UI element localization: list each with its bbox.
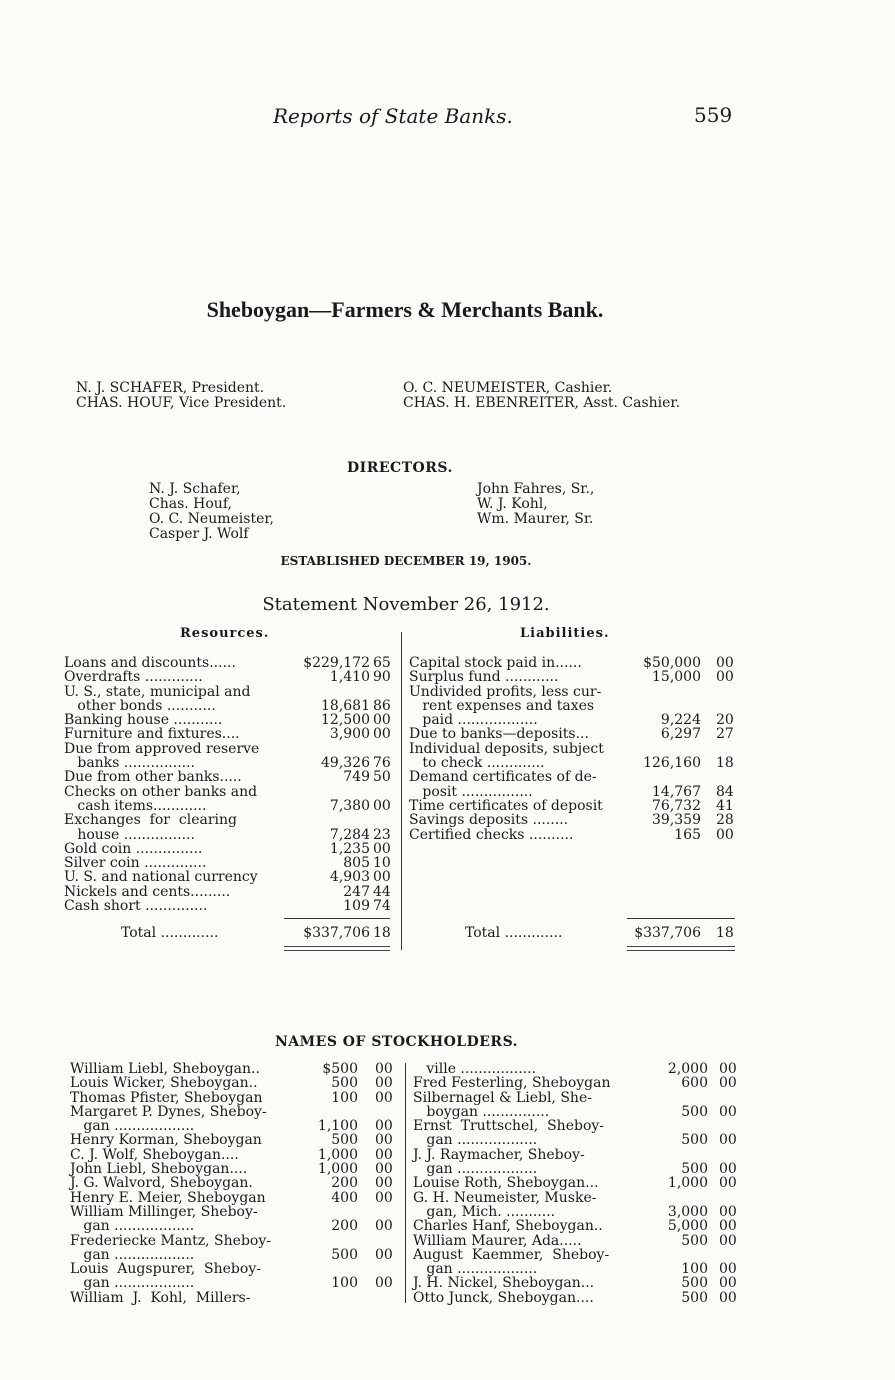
row-label: William J. Kohl, Millers- [70, 1289, 251, 1306]
total-rule [284, 918, 390, 919]
row-label: cash items............ [64, 797, 207, 814]
stockholder-row [70, 1234, 400, 1248]
row-amount: 4,903 [329, 869, 370, 886]
row-cents: 00 [373, 726, 391, 743]
resources-total [64, 926, 399, 940]
row-label: Demand certificates of de- [409, 769, 597, 786]
row-amount: 2,000 [667, 1061, 708, 1077]
stockholders-right [413, 1062, 743, 1305]
stockholder-row [70, 1291, 400, 1305]
stockholder-row [70, 1219, 400, 1233]
row-cents: 00 [373, 869, 391, 886]
resource-row [64, 785, 399, 799]
row-label: gan .................. [70, 1218, 195, 1235]
directors-left [149, 482, 274, 542]
row-amount: 5,000 [667, 1218, 708, 1235]
row-cents: 28 [716, 812, 734, 829]
resource-row [64, 885, 399, 899]
row-label: C. J. Wolf, Sheboygan.... [70, 1146, 239, 1163]
director: Casper J. Wolf [149, 526, 249, 542]
director: N. J. Schafer, [149, 481, 241, 497]
row-label: gan .................. [413, 1132, 538, 1149]
row-label: U. S., state, municipal and [64, 683, 251, 700]
stockholder-row [413, 1248, 743, 1262]
liability-row [409, 713, 739, 727]
stockholder-row [413, 1276, 743, 1290]
stockholder-row [413, 1076, 743, 1090]
row-amount: 500 [331, 1246, 358, 1263]
row-label: ville ................. [413, 1061, 537, 1077]
row-cents: 00 [375, 1132, 393, 1149]
liability-row [409, 756, 739, 770]
row-amount: 749 [343, 769, 370, 786]
row-cents: 44 [373, 883, 391, 900]
row-label: Undivided profits, less cur- [409, 683, 602, 700]
double-rule [284, 946, 390, 951]
liability-row [409, 742, 739, 756]
row-cents: 00 [375, 1075, 393, 1092]
row-cents: 00 [716, 655, 734, 671]
stockholder-row [413, 1262, 743, 1276]
row-amount: 1,235 [329, 840, 370, 857]
liability-row [409, 670, 739, 684]
row-label: Due from other banks..... [64, 769, 242, 786]
established-date: ESTABLISHED DECEMBER 19, 1905. [280, 554, 532, 568]
row-label: J. J. Raymacher, Sheboy- [413, 1146, 585, 1163]
resource-row [64, 842, 399, 856]
row-amount: 500 [681, 1161, 708, 1178]
liability-row [409, 813, 739, 827]
row-cents: 00 [375, 1089, 393, 1106]
resources-table [64, 656, 399, 913]
row-cents: 00 [716, 669, 734, 686]
row-label: rent expenses and taxes [409, 697, 595, 714]
total-amount: $337,706 [634, 925, 701, 941]
row-label: U. S. and national currency [64, 869, 258, 886]
row-cents: 00 [719, 1075, 737, 1092]
row-amount: $500 [322, 1061, 358, 1077]
stockholder-row [70, 1276, 400, 1290]
row-label: Nickels and cents......... [64, 883, 231, 900]
row-label: Due to banks—deposits... [409, 726, 589, 743]
row-label: gan, Mich. ........... [413, 1203, 556, 1220]
row-label: G. H. Neumeister, Muske- [413, 1189, 597, 1206]
stockholder-row [413, 1291, 743, 1305]
row-amount: 6,297 [660, 726, 701, 743]
row-label: Margaret P. Dynes, Sheboy- [70, 1103, 267, 1120]
liabilities-heading: Liabilities. [520, 626, 610, 641]
row-label: house ................ [64, 826, 195, 843]
row-amount: $50,000 [643, 655, 701, 671]
row-label: banks ................ [64, 755, 195, 772]
resource-row [64, 856, 399, 870]
column-divider [401, 632, 402, 950]
row-amount: 18,681 [321, 697, 370, 714]
row-label: William Millinger, Sheboy- [70, 1203, 258, 1220]
total-label: Total ............. [121, 925, 219, 941]
row-cents: 00 [375, 1061, 393, 1077]
row-amount: 500 [681, 1289, 708, 1306]
page-number: 559 [694, 103, 733, 127]
row-amount: 1,100 [317, 1118, 358, 1135]
row-cents: 00 [719, 1218, 737, 1235]
stockholder-row [70, 1105, 400, 1119]
director: O. C. Neumeister, [149, 511, 274, 527]
row-cents: 00 [375, 1246, 393, 1263]
directors-heading: DIRECTORS. [347, 460, 453, 476]
row-label: gan .................. [70, 1275, 195, 1292]
total-row [409, 926, 739, 940]
row-label: paid .................. [409, 712, 538, 729]
row-cents: 76 [373, 755, 391, 772]
row-amount: 126,160 [643, 755, 701, 772]
row-cents: 27 [716, 726, 734, 743]
resource-row [64, 799, 399, 813]
row-label: Individual deposits, subject [409, 740, 604, 757]
stockholder-row [413, 1191, 743, 1205]
stockholder-row [70, 1191, 400, 1205]
stockholder-row [413, 1119, 743, 1133]
stockholder-row [413, 1162, 743, 1176]
stockholders-heading: NAMES OF STOCKHOLDERS. [275, 1034, 519, 1050]
row-cents: 00 [375, 1175, 393, 1192]
row-cents: 00 [719, 1061, 737, 1077]
stockholder-row [413, 1176, 743, 1190]
resource-row [64, 813, 399, 827]
director: John Fahres, Sr., [477, 481, 595, 497]
stockholder-row [70, 1119, 400, 1133]
row-cents: 50 [373, 769, 391, 786]
director: Chas. Houf, [149, 496, 232, 512]
row-label: Henry E. Meier, Sheboygan [70, 1189, 266, 1206]
row-label: other bonds ........... [64, 697, 216, 714]
row-cents: 00 [375, 1218, 393, 1235]
row-cents: 00 [719, 1275, 737, 1292]
row-amount: 1,410 [329, 669, 370, 686]
stockholder-row [413, 1219, 743, 1233]
row-amount: 14,767 [652, 783, 701, 800]
row-cents: 10 [373, 855, 391, 872]
row-amount: 1,000 [317, 1146, 358, 1163]
row-label: Loans and discounts...... [64, 655, 236, 671]
row-amount: 3,900 [329, 726, 370, 743]
stockholder-row [70, 1248, 400, 1262]
row-cents: 74 [373, 898, 391, 915]
row-amount: 500 [681, 1132, 708, 1149]
row-label: Thomas Pfister, Sheboygan [70, 1089, 263, 1106]
director: Wm. Maurer, Sr. [477, 511, 594, 527]
resource-row [64, 670, 399, 684]
row-cents: 65 [373, 655, 391, 671]
row-label: to check ............. [409, 755, 545, 772]
stockholder-row [413, 1205, 743, 1219]
row-label: Banking house ........... [64, 712, 223, 729]
row-amount: 1,000 [667, 1175, 708, 1192]
row-amount: 109 [343, 898, 370, 915]
row-label: Louise Roth, Sheboygan... [413, 1175, 599, 1192]
officer-president: N. J. SCHAFER, President. [76, 380, 265, 396]
stockholder-row [70, 1133, 400, 1147]
row-cents: 18 [716, 755, 734, 772]
row-cents: 00 [719, 1289, 737, 1306]
row-cents: 00 [719, 1175, 737, 1192]
liability-row [409, 799, 739, 813]
row-cents: 00 [719, 1261, 737, 1278]
row-amount: 100 [681, 1261, 708, 1278]
row-amount: 165 [674, 826, 701, 843]
row-label: Due from approved reserve [64, 740, 260, 757]
stockholder-row [70, 1076, 400, 1090]
row-label: Time certificates of deposit [409, 797, 603, 814]
row-amount: 600 [681, 1075, 708, 1092]
stockholder-row [70, 1162, 400, 1176]
resource-row [64, 713, 399, 727]
stockholders-divider [405, 1063, 406, 1303]
stockholder-row [413, 1062, 743, 1076]
officer-vice-president: CHAS. HOUF, Vice President. [76, 395, 287, 411]
stockholder-row [70, 1148, 400, 1162]
row-amount: 500 [681, 1232, 708, 1249]
row-amount: $229,172 [303, 655, 370, 671]
running-header-title: Reports of State Banks. [273, 104, 513, 128]
total-label: Total ............. [465, 925, 563, 941]
total-cents: 18 [716, 925, 734, 941]
row-amount: 500 [681, 1275, 708, 1292]
stockholder-row [70, 1176, 400, 1190]
row-label: gan .................. [413, 1161, 538, 1178]
row-amount: 247 [343, 883, 370, 900]
liability-row [409, 770, 739, 784]
row-label: gan .................. [70, 1246, 195, 1263]
row-cents: 00 [719, 1132, 737, 1149]
total-amount: $337,706 [303, 925, 370, 941]
directors-right [477, 482, 594, 527]
resource-row [64, 656, 399, 670]
row-label: Louis Wicker, Sheboygan.. [70, 1075, 258, 1092]
row-amount: 100 [331, 1089, 358, 1106]
row-label: William Liebl, Sheboygan.. [70, 1061, 260, 1077]
row-cents: 00 [373, 840, 391, 857]
row-label: Charles Hanf, Sheboygan.. [413, 1218, 603, 1235]
row-label: posit ................ [409, 783, 533, 800]
row-label: John Liebl, Sheboygan.... [70, 1161, 248, 1178]
officer-asst-cashier: CHAS. H. EBENREITER, Asst. Cashier. [403, 395, 681, 411]
row-cents: 20 [716, 712, 734, 729]
row-cents: 00 [373, 712, 391, 729]
resource-row [64, 742, 399, 756]
stockholder-row [413, 1091, 743, 1105]
row-cents: 84 [716, 783, 734, 800]
stockholder-row [70, 1205, 400, 1219]
resource-row [64, 899, 399, 913]
row-label: Cash short .............. [64, 898, 208, 915]
row-cents: 00 [719, 1232, 737, 1249]
officers-right [403, 381, 680, 411]
stockholder-row [70, 1062, 400, 1076]
total-cents: 18 [373, 925, 391, 941]
row-cents: 86 [373, 697, 391, 714]
liability-row [409, 727, 739, 741]
row-label: Certified checks .......... [409, 826, 574, 843]
row-label: boygan ............... [413, 1103, 550, 1120]
row-label: Henry Korman, Sheboygan [70, 1132, 262, 1149]
row-amount: 400 [331, 1189, 358, 1206]
resource-row [64, 870, 399, 884]
row-amount: 39,359 [652, 812, 701, 829]
row-amount: 100 [331, 1275, 358, 1292]
row-label: Furniture and fixtures.... [64, 726, 240, 743]
liability-row [409, 699, 739, 713]
resources-heading: Resources. [180, 626, 270, 641]
row-cents: 00 [375, 1118, 393, 1135]
row-amount: 49,326 [321, 755, 370, 772]
row-label: Silver coin .............. [64, 855, 207, 872]
liability-row [409, 685, 739, 699]
row-amount: 15,000 [652, 669, 701, 686]
row-label: gan .................. [70, 1118, 195, 1135]
stockholder-row [413, 1234, 743, 1248]
stockholder-row [70, 1262, 400, 1276]
resource-row [64, 699, 399, 713]
row-cents: 00 [375, 1146, 393, 1163]
row-label: Savings deposits ........ [409, 812, 569, 829]
row-cents: 00 [719, 1203, 737, 1220]
row-label: Gold coin ............... [64, 840, 203, 857]
row-cents: 00 [716, 826, 734, 843]
row-amount: 12,500 [321, 712, 370, 729]
stockholder-row [413, 1133, 743, 1147]
stockholder-row [413, 1148, 743, 1162]
row-cents: 00 [375, 1161, 393, 1178]
row-amount: 7,380 [329, 797, 370, 814]
row-cents: 00 [373, 797, 391, 814]
stockholders-left [70, 1062, 400, 1305]
row-label: Frederiecke Mantz, Sheboy- [70, 1232, 271, 1249]
row-amount: 200 [331, 1218, 358, 1235]
row-label: Ernst Truttschel, Sheboy- [413, 1118, 605, 1135]
row-label: gan .................. [413, 1261, 538, 1278]
row-label: Capital stock paid in...... [409, 655, 582, 671]
row-label: August Kaemmer, Sheboy- [413, 1246, 610, 1263]
row-label: J. H. Nickel, Sheboygan... [413, 1275, 595, 1292]
row-cents: 23 [373, 826, 391, 843]
row-label: Fred Festerling, Sheboygan [413, 1075, 611, 1092]
row-amount: 7,284 [329, 826, 370, 843]
row-amount: 805 [343, 855, 370, 872]
liability-row [409, 656, 739, 670]
row-amount: 200 [331, 1175, 358, 1192]
row-label: Surplus fund ............ [409, 669, 559, 686]
liability-row [409, 785, 739, 799]
total-rule [627, 918, 735, 919]
director: W. J. Kohl, [477, 496, 548, 512]
liability-row [409, 828, 739, 842]
row-cents: 41 [716, 797, 734, 814]
row-label: Overdrafts ............. [64, 669, 203, 686]
row-label: William Maurer, Ada..... [413, 1232, 582, 1249]
total-row [64, 926, 399, 940]
row-amount: 76,732 [652, 797, 701, 814]
resource-row [64, 727, 399, 741]
liabilities-total [409, 926, 739, 940]
officer-cashier: O. C. NEUMEISTER, Cashier. [403, 380, 613, 396]
row-amount: 500 [331, 1132, 358, 1149]
row-amount: 1,000 [317, 1161, 358, 1178]
row-amount: 3,000 [667, 1203, 708, 1220]
row-amount: 500 [331, 1075, 358, 1092]
row-amount: 500 [681, 1103, 708, 1120]
row-amount: 9,224 [660, 712, 701, 729]
row-cents: 00 [375, 1275, 393, 1292]
liabilities-table [409, 656, 739, 842]
row-label: J. G. Walvord, Sheboygan. [70, 1175, 253, 1192]
row-label: Silbernagel & Liebl, She- [413, 1089, 592, 1106]
row-label: Checks on other banks and [64, 783, 258, 800]
double-rule [627, 946, 735, 951]
statement-date: Statement November 26, 1912. [262, 594, 550, 615]
resource-row [64, 685, 399, 699]
resource-row [64, 756, 399, 770]
officers-left [76, 381, 286, 411]
row-label: Louis Augspurer, Sheboy- [70, 1261, 261, 1278]
bank-title: Sheboygan—Farmers & Merchants Bank. [206, 297, 604, 322]
stockholder-row [413, 1105, 743, 1119]
row-cents: 00 [375, 1189, 393, 1206]
row-label: Exchanges for clearing [64, 812, 237, 829]
resource-row [64, 770, 399, 784]
row-cents: 00 [719, 1161, 737, 1178]
stockholder-row [70, 1091, 400, 1105]
row-cents: 90 [373, 669, 391, 686]
resource-row [64, 828, 399, 842]
row-label: Otto Junck, Sheboygan.... [413, 1289, 594, 1306]
row-cents: 00 [719, 1103, 737, 1120]
